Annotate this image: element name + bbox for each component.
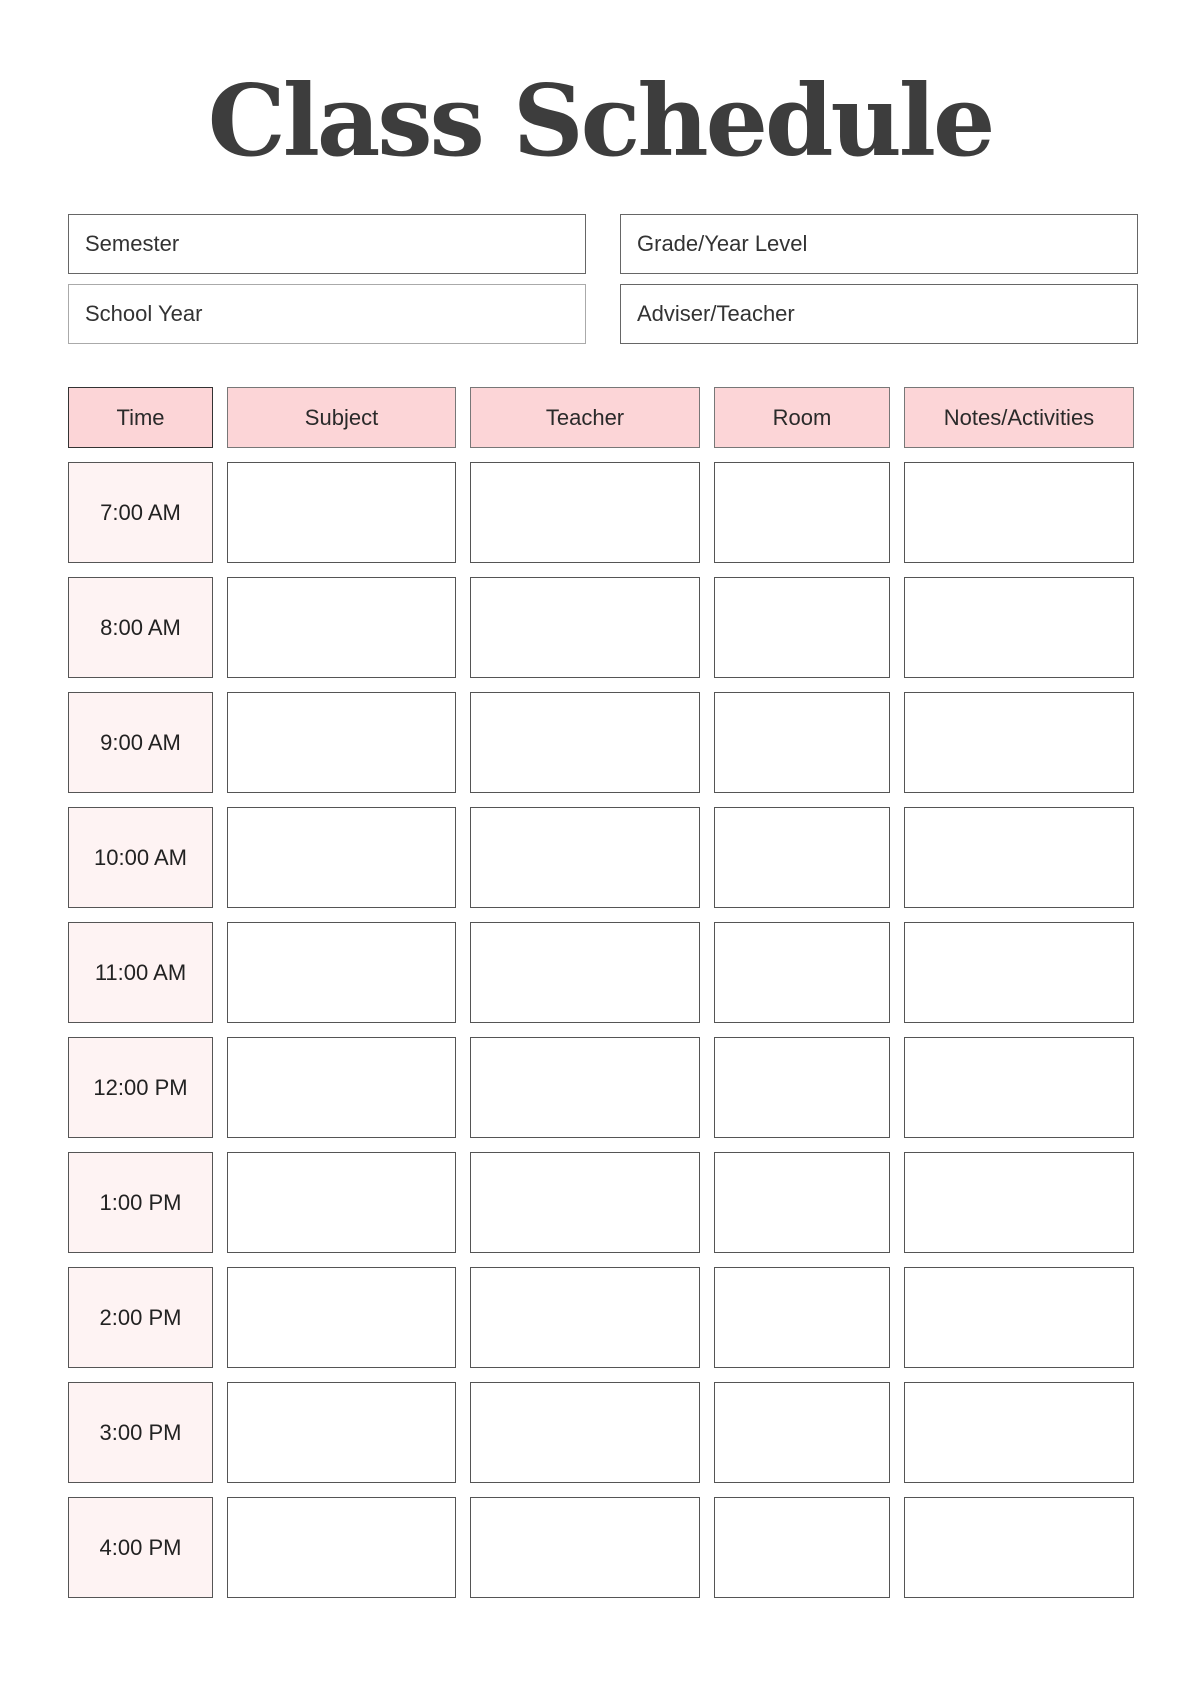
teacher-cell[interactable] [470,1152,700,1253]
adviser-teacher-label: Adviser/Teacher [637,301,795,326]
subject-cell[interactable] [227,1497,456,1598]
time-cell: 8:00 AM [68,577,213,678]
room-cell[interactable] [714,807,890,908]
grade-year-level-label: Grade/Year Level [637,231,808,256]
notes-cell[interactable] [904,807,1134,908]
column-header-teacher: Teacher [470,387,700,448]
room-cell[interactable] [714,1497,890,1598]
notes-cell[interactable] [904,462,1134,563]
notes-cell[interactable] [904,1152,1134,1253]
semester-field[interactable] [68,214,586,274]
notes-cell[interactable] [904,1382,1134,1483]
adviser-teacher-field[interactable] [620,284,1138,344]
column-header-time: Time [68,387,213,448]
time-cell: 12:00 PM [68,1037,213,1138]
subject-cell[interactable] [227,577,456,678]
time-cell: 1:00 PM [68,1152,213,1253]
time-cell: 7:00 AM [68,462,213,563]
notes-cell[interactable] [904,922,1134,1023]
room-cell[interactable] [714,1152,890,1253]
subject-cell[interactable] [227,692,456,793]
time-cell: 3:00 PM [68,1382,213,1483]
teacher-cell[interactable] [470,807,700,908]
column-header-subject: Subject [227,387,456,448]
teacher-cell[interactable] [470,462,700,563]
notes-cell[interactable] [904,577,1134,678]
page-title: Class Schedule [207,64,993,179]
teacher-cell[interactable] [470,1497,700,1598]
notes-cell[interactable] [904,1037,1134,1138]
time-cell: 9:00 AM [68,692,213,793]
column-header-room: Room [714,387,890,448]
subject-cell[interactable] [227,462,456,563]
schedule-table [68,387,1134,1598]
notes-cell[interactable] [904,1267,1134,1368]
time-cell: 2:00 PM [68,1267,213,1368]
room-cell[interactable] [714,692,890,793]
teacher-cell[interactable] [470,922,700,1023]
semester-label: Semester [85,231,180,256]
time-cell: 11:00 AM [68,922,213,1023]
time-cell: 4:00 PM [68,1497,213,1598]
time-cell: 10:00 AM [68,807,213,908]
subject-cell[interactable] [227,807,456,908]
subject-cell[interactable] [227,1382,456,1483]
room-cell[interactable] [714,1267,890,1368]
school-year-label: School Year [85,301,203,326]
school-year-field[interactable] [68,284,586,344]
room-cell[interactable] [714,922,890,1023]
notes-cell[interactable] [904,692,1134,793]
teacher-cell[interactable] [470,1382,700,1483]
notes-cell[interactable] [904,1497,1134,1598]
subject-cell[interactable] [227,1037,456,1138]
column-header-notes-activities: Notes/Activities [904,387,1134,448]
subject-cell[interactable] [227,1267,456,1368]
teacher-cell[interactable] [470,1037,700,1138]
room-cell[interactable] [714,1037,890,1138]
room-cell[interactable] [714,462,890,563]
grade-year-level-field[interactable] [620,214,1138,274]
room-cell[interactable] [714,577,890,678]
teacher-cell[interactable] [470,577,700,678]
room-cell[interactable] [714,1382,890,1483]
teacher-cell[interactable] [470,692,700,793]
subject-cell[interactable] [227,1152,456,1253]
teacher-cell[interactable] [470,1267,700,1368]
subject-cell[interactable] [227,922,456,1023]
